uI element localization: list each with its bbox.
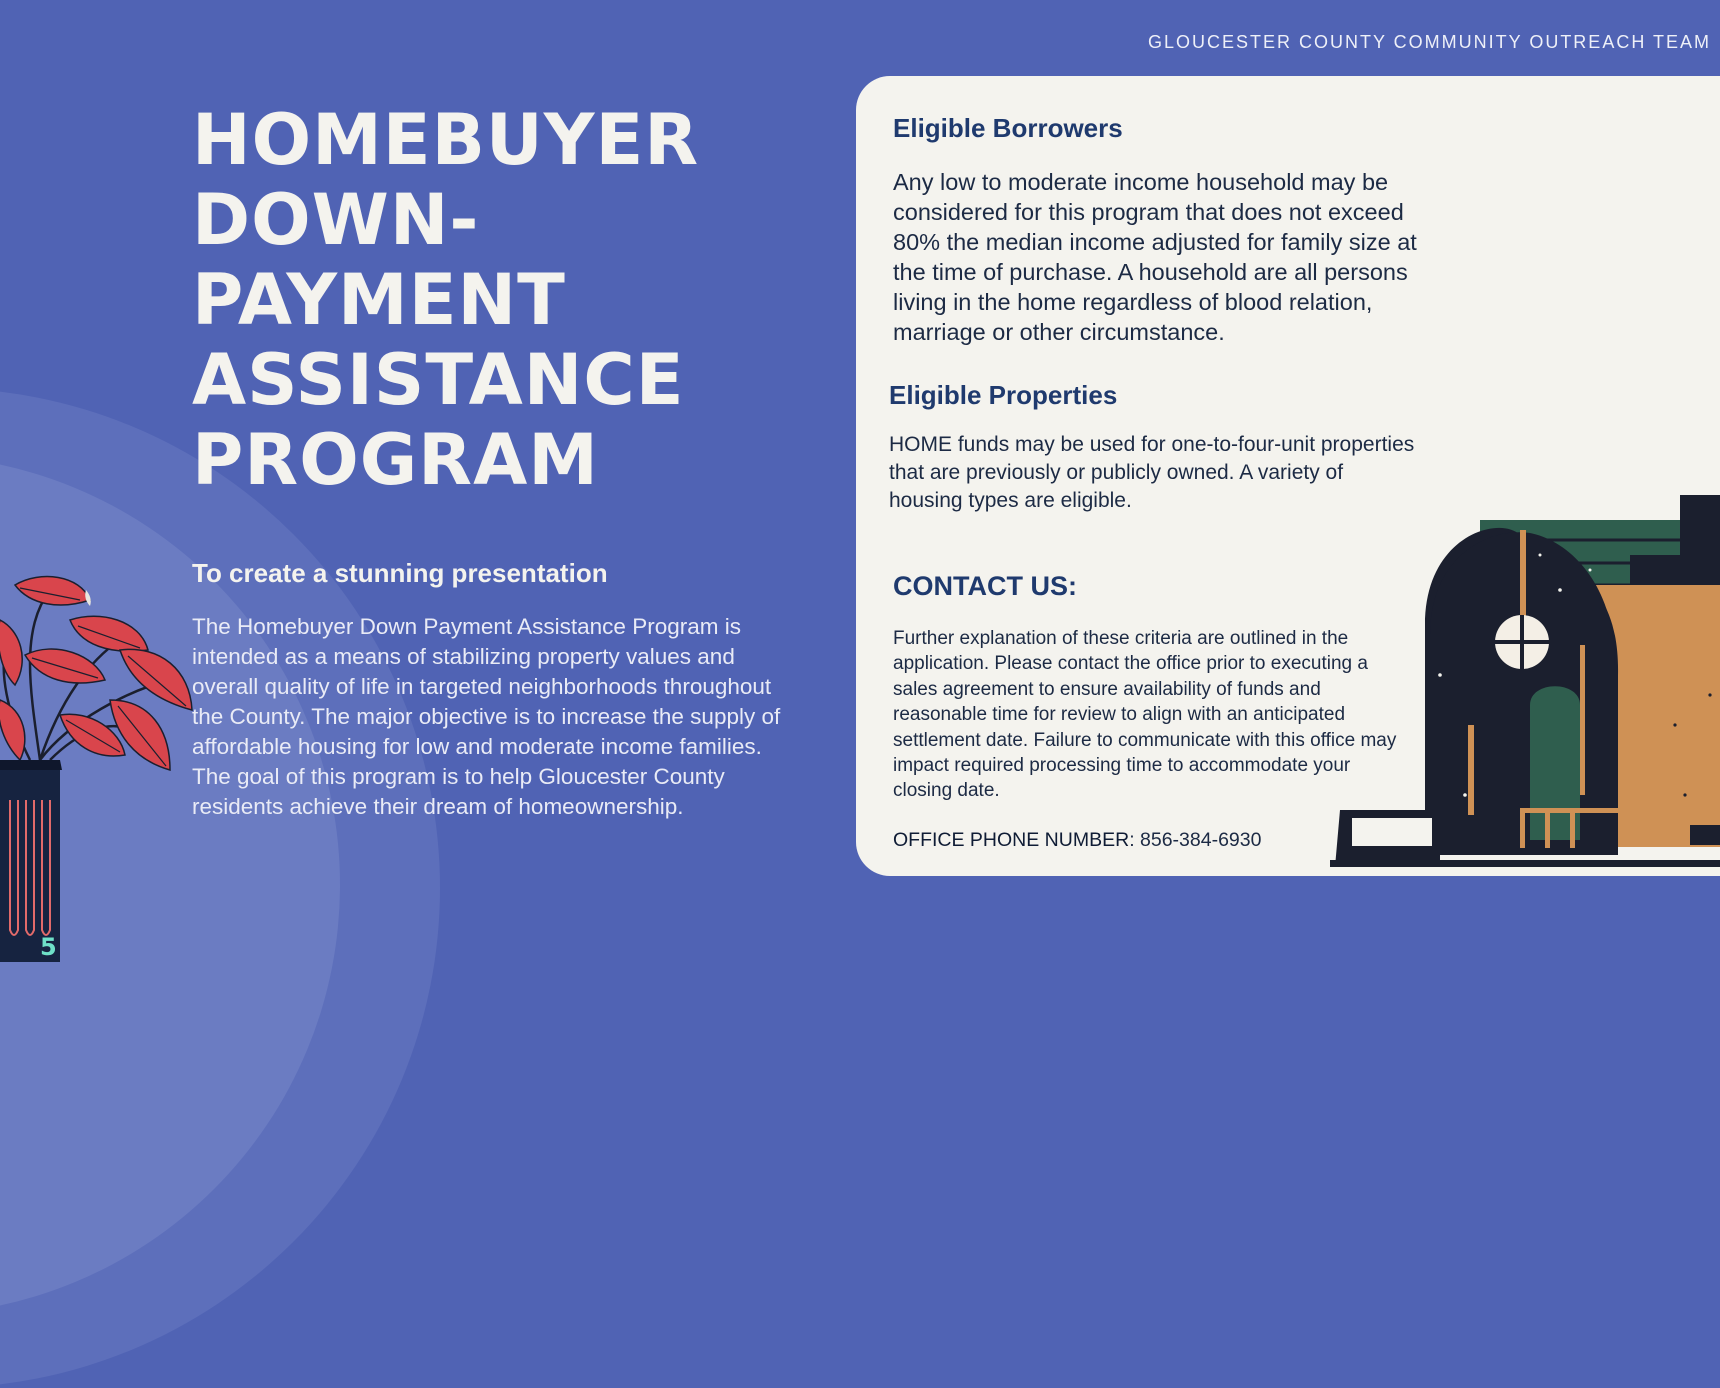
page-title (192, 100, 699, 500)
house-illustration (1330, 495, 1720, 875)
phone-number: : 856-384-6930 (1129, 829, 1262, 851)
title-line: PAYMENT (192, 259, 566, 341)
contact-heading: CONTACT US: (893, 571, 1077, 601)
plant-illustration (0, 570, 200, 962)
intro-paragraph: The Homebuyer Down Payment Assistance Program is intended as a means of stabilizing property values and overall quality of life in targeted neighborhoods throughout the County. The major objective is to increase the supply of affordable housing for low and moderate income families. The goal of this program is to help Gloucester County residents achieve their dream of homeownership. (192, 614, 781, 819)
office-phone (893, 829, 1261, 852)
eligible-borrowers-text: Any low to moderate income household may be considered for this program that does not exceed 80% the median income adjusted for family size at the time of purchase. A household are all persons living in the home regardless of blood relation, marriage or other circumstance. (893, 169, 1417, 345)
organization-name: GLOUCESTER COUNTY COMMUNITY OUTREACH TEAM (1147, 32, 1711, 52)
eligible-properties-heading: Eligible Properties (889, 380, 1118, 410)
contact-text: Further explanation of these criteria are outlined in the application. Please contact the office prior to executing a sales agreement to ensure availability of funds and reasonable time for review to align with an anticipated settlement date. Failure to communicate with this office may impact required processing time to accommodate your closing date. (893, 628, 1397, 802)
eligible-properties-text: HOME funds may be used for one-to-four-unit properties that are previously or publicly owned. A variety of housing types are eligible. (889, 433, 1415, 512)
title-line: HOMEBUYER (192, 99, 700, 181)
title-line: ASSISTANCE (192, 339, 685, 421)
title-line: PROGRAM (192, 419, 599, 501)
eligible-borrowers-heading: Eligible Borrowers (893, 113, 1123, 143)
intro-subtitle: To create a stunning presentation (192, 558, 608, 588)
phone-label: OFFICE PHONE NUMBER (893, 829, 1130, 851)
page-number: 5 (40, 933, 57, 961)
title-line: DOWN- (192, 179, 480, 261)
